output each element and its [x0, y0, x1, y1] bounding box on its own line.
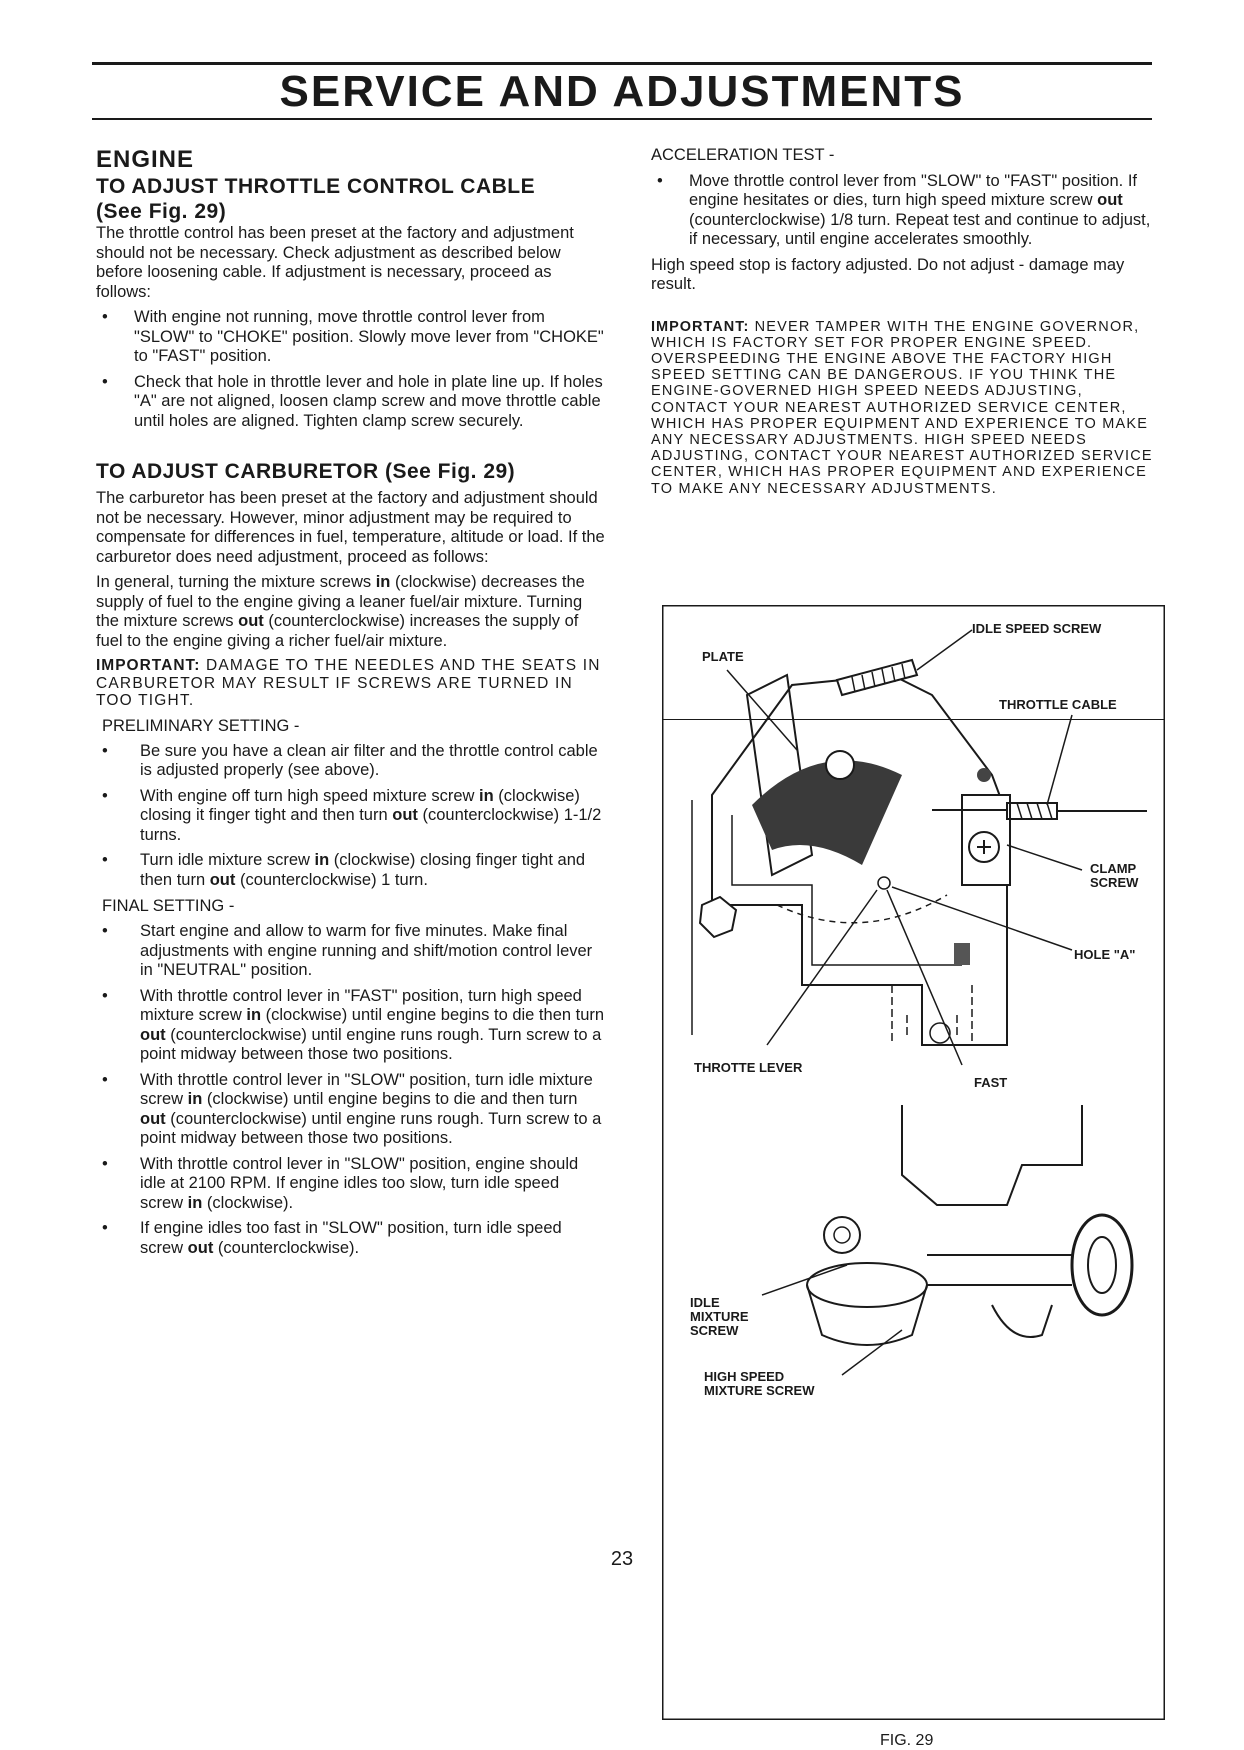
label-screw: SCREW: [1090, 875, 1139, 890]
final-label: FINAL SETTING -: [102, 897, 235, 915]
carburetor-general: In general, turning the mixture screws in (clockwise) decreases the supply of fuel to the engine giving a leaner fuel/air mixture. Turning the mixture screws out (counterclockwise) increases the supply of fuel to the engine giving a richer fuel/air mixture.: [96, 573, 585, 650]
acceleration-label: ACCELERATION TEST -: [651, 146, 835, 164]
throttle-sector: [752, 760, 902, 865]
throttle-heading-ref: (See Fig. 29): [96, 200, 227, 223]
carburetor-heading: TO ADJUST CARBURETOR (See Fig. 29): [96, 460, 516, 483]
leader-hole-a: [892, 887, 1072, 950]
leader-high-speed: [842, 1330, 902, 1375]
right-column: [651, 146, 1161, 497]
label-hole-a: HOLE "A": [1074, 947, 1136, 962]
title-rule: [92, 118, 1152, 120]
label-high-speed: HIGH SPEED: [704, 1369, 785, 1384]
list-item: • With engine off turn high speed mixture screw in (clockwise) closing it finger tight and then turn out (counterclockwise) 1-1/2 turns.: [96, 787, 606, 846]
label-throttle-cable: THROTTLE CABLE: [999, 697, 1117, 712]
carburetor-intro: The carburetor has been preset at the factory and adjustment should not be necessary. However, minor adjustment may be required to compensate for differences in fuel, temperature, altitude or load. If the carburetor does need adjustment, proceed as follows:: [96, 489, 605, 566]
lower-hole: [930, 1023, 950, 1043]
list-item: • With engine not running, move throttle control lever from "SLOW" to "CHOKE" position. Slowly move lever from "CHOKE" to "FAST" position.: [96, 308, 606, 367]
engine-heading: ENGINE: [96, 146, 195, 173]
label-idle: IDLE: [690, 1295, 720, 1310]
linkage: [992, 1305, 1052, 1337]
list-item: • If engine idles too fast in "SLOW" position, turn idle speed screw out (counterclockwise).: [96, 1219, 606, 1258]
list-item: • With throttle control lever in "FAST" position, turn high speed mixture screw in (clockwise) until engine begins to die then turn out (counterclockwise) until engine runs rough. Turn screw to a point midway between those two positions.: [96, 987, 606, 1065]
leader-fast: [887, 890, 962, 1065]
carburetor-bowl-top: [807, 1263, 927, 1307]
acceleration-steps: [651, 172, 1161, 250]
label-throttle-lever: THROTTE LEVER: [694, 1060, 803, 1075]
label-plate: PLATE: [702, 649, 744, 664]
governor-important: IMPORTANT: NEVER TAMPER WITH THE ENGINE GOVERNOR, WHICH IS FACTORY SET FOR PROPER ENGINE SPEED. OVERSPEEDING THE ENGINE ABOVE THE FACTORY HIGH SPEED SETTING CAN BE DANGEROUS. IF YOU THINK THE ENGINE-GOVERNED HIGH SPEED NEEDS ADJUSTING, CONTACT YOUR NEAREST AUTHORIZED SERVICE CENTER, WHICH HAS PROPER EQUIPMENT AND EXPERIENCE TO MAKE ANY NECESSARY ADJUSTMENTS. HIGH SPEED NEEDS ADJUSTING, CONTACT YOUR NEAREST AUTHORIZED SERVICE CENTER, WHICH HAS PROPER EQUIPMENT AND EXPERIENCE TO MAKE ANY NECESSARY ADJUSTMENTS.: [651, 318, 1153, 497]
label-fast: FAST: [974, 1075, 1008, 1090]
throttle-heading: TO ADJUST THROTTLE CONTROL CABLE: [96, 175, 536, 198]
left-column: [96, 146, 606, 1264]
engine-block: [902, 1105, 1082, 1205]
plate-dot: [977, 768, 991, 782]
preliminary-steps: [96, 742, 606, 891]
hole-a: [878, 877, 890, 889]
list-item: • With throttle control lever in "SLOW" position, engine should idle at 2100 RPM. If engine idles too slow, turn idle speed screw in (clockwise).: [96, 1155, 606, 1214]
cable-spring: [1017, 803, 1052, 819]
figure-caption: FIG. 29: [880, 1732, 934, 1749]
label-idle-mixture: MIXTURE: [690, 1309, 749, 1324]
list-item: • Be sure you have a clean air filter and the throttle control cable is adjusted properly (see above).: [96, 742, 606, 781]
label-idle-speed-screw: IDLE SPEED SCREW: [972, 621, 1102, 636]
label-mixture-screw: MIXTURE SCREW: [704, 1383, 815, 1398]
hole-a-square: [954, 943, 970, 965]
leader-throttle-lever: [767, 890, 877, 1045]
list-item: • Turn idle mixture screw in (clockwise) closing finger tight and then turn out (counterclockwise) 1 turn.: [96, 851, 606, 890]
list-item: • Move throttle control lever from "SLOW" to "FAST" position. If engine hesitates or dies, turn high speed mixture screw out (counterclockwise) 1/8 turn. Repeat test and continue to adjust, if necessary, until engine accelerates smoothly.: [651, 172, 1161, 250]
throttle-steps: [96, 308, 606, 431]
leader-throttle-cable: [1047, 715, 1072, 805]
intake-pipe: [927, 1255, 1072, 1285]
throttle-intro: The throttle control has been preset at the factory and adjustment should not be necessary. Check adjustment as described below before loosening cable. If adjustment is necessary, proceed as follows:: [96, 224, 574, 301]
final-steps: [96, 922, 606, 1258]
list-item: • Start engine and allow to warm for five minutes. Make final adjustments with engine running and shift/motion control lever in "NEUTRAL" position.: [96, 922, 606, 981]
carburetor-important: IMPORTANT: DAMAGE TO THE NEEDLES AND THE SEATS IN CARBURETOR MAY RESULT IF SCREWS ARE TURNED IN TOO TIGHT.: [96, 657, 601, 709]
page-title: SERVICE AND ADJUSTMENTS: [279, 67, 965, 116]
leader-idle-speed: [917, 630, 972, 670]
preliminary-label: PRELIMINARY SETTING -: [102, 716, 300, 735]
hole-circle: [826, 751, 854, 779]
label-idle-screw: SCREW: [690, 1323, 739, 1338]
leader-plate: [727, 670, 797, 750]
label-clamp: CLAMP: [1090, 861, 1137, 876]
air-intake-inner: [1088, 1237, 1116, 1293]
page-number: 23: [610, 1548, 634, 1570]
high-speed-stop-note: High speed stop is factory adjusted. Do not adjust - damage may result.: [651, 255, 1125, 293]
idle-mixture-nut-inner: [834, 1227, 850, 1243]
leader-clamp: [1007, 845, 1082, 870]
list-item: • With throttle control lever in "SLOW" position, turn idle mixture screw in (clockwise) until engine begins to die and then turn out (counterclockwise) until engine runs rough. Turn screw to a point midway between those two positions.: [96, 1071, 606, 1149]
list-item: • Check that hole in throttle lever and hole in plate line up. If holes "A" are not aligned, loosen clamp screw and move throttle cable until holes are aligned. Tighten clamp screw securely.: [96, 373, 606, 432]
hex-bolt: [700, 897, 736, 937]
